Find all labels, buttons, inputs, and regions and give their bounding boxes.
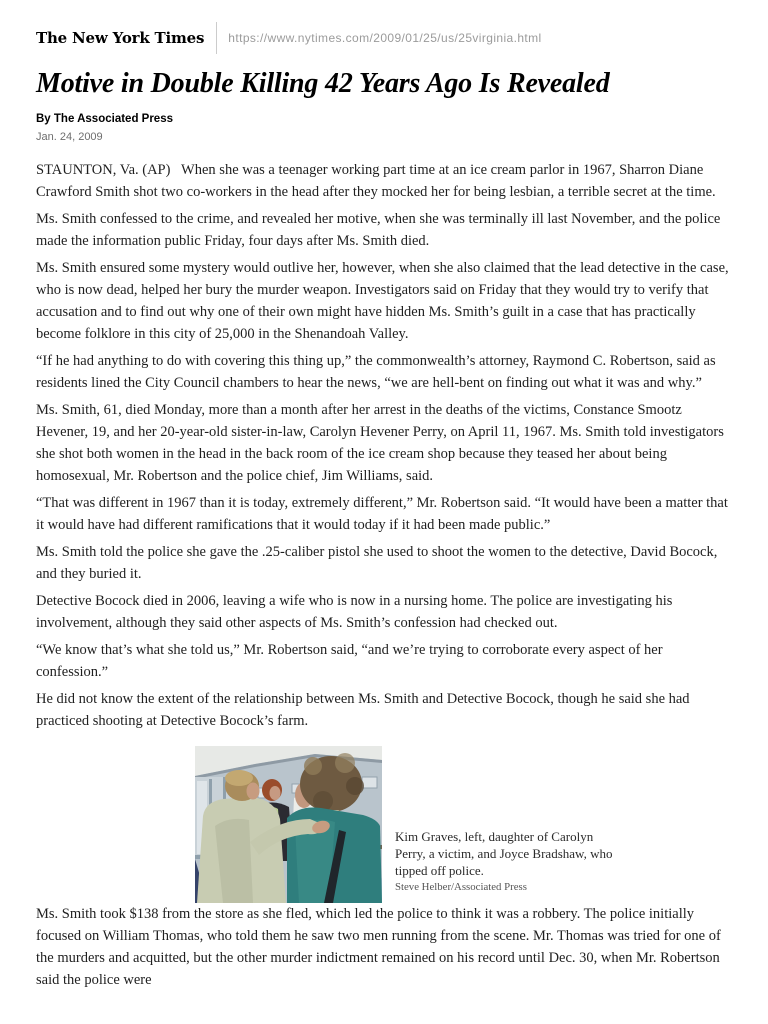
photo-caption-block <box>395 828 623 903</box>
photo-illustration <box>195 746 382 903</box>
paragraph: “We know that’s what she told us,” Mr. Robertson said, “and we’re trying to corroborate every aspect of her confession.” <box>36 642 663 680</box>
photo-caption: Kim Graves, left, daughter of Carolyn Perry, a victim, and Joyce Bradshaw, who tipped off police. <box>395 829 613 878</box>
paragraph: Ms. Smith ensured some mystery would outlive her, however, when she also claimed that the lead detective in the case, who is now dead, helped her bury the murder weapon. Investigators said on Friday that they would try to verify that accusation and to find out why one of their own might have hidden Ms. Smith’s guilt in a case that has practically become folklore in this city of 25,000 in the Shenandoah Valley. <box>36 260 729 342</box>
browser-print-header <box>36 0 733 47</box>
paragraph: Ms. Smith took $138 from the store as she fled, which led the police to think it was a robbery. The police initially focused on William Thomas, who told them he saw two men running from the scene. Mr. Thomas was tried for one of the murders and acquitted, but the other murder indictment remained on his record until Dec. 30, when Mr. Robertson said the police were <box>36 906 721 988</box>
paragraph: Ms. Smith told the police she gave the .25-caliber pistol she used to shoot the women to the detective, David Bocock, and they buried it. <box>36 544 718 582</box>
article-body <box>36 159 733 991</box>
nyt-logo[interactable]: The New York Times <box>36 29 205 47</box>
paragraph: “If he had anything to do with covering this thing up,” the commonwealth’s attorney, Raymond C. Robertson, said as residents lined the City Council chambers to hear the news, “we are hell-bent on finding out what it was and why.” <box>36 353 716 391</box>
paragraph: Ms. Smith, 61, died Monday, more than a month after her arrest in the deaths of the victims, Constance Smootz Hevener, 19, and her 20-year-old sister-in-law, Carolyn Hevener Perry, on April 11, 1967. Ms. Smith told investigators she shot both women in the head in the back room of the ice cream shop because they teased her about being homosexual, Mr. Robertson and the police chief, Jim Williams, said. <box>36 402 724 484</box>
paragraph: He did not know the extent of the relationship between Ms. Smith and Detective Bocock, though he said she had practiced shooting at Detective Bocock’s farm. <box>36 691 690 729</box>
header-divider <box>216 22 217 54</box>
paragraph: Detective Bocock died in 2006, leaving a wife who is now in a nursing home. The police are investigating his involvement, although they said other aspects of Ms. Smith’s confession had checked out. <box>36 593 673 631</box>
article-photo <box>195 746 382 903</box>
page-url[interactable]: https://www.nytimes.com/2009/01/25/us/25virginia.html <box>228 31 542 45</box>
byline: By The Associated Press <box>36 113 173 125</box>
publication-date: Jan. 24, 2009 <box>36 131 103 143</box>
page-title: Motive in Double Killing 42 Years Ago Is Revealed <box>36 68 610 99</box>
paragraph: Ms. Smith confessed to the crime, and revealed her motive, when she was terminally ill last November, and the police made the information public Friday, four days after Ms. Smith died. <box>36 211 721 249</box>
paragraph: STAUNTON, Va. (AP) When she was a teenager working part time at an ice cream parlor in 1967, Sharron Diane Crawford Smith shot two co-workers in the head after they mocked her for being lesbian, a terrible secret at the time. <box>36 162 716 200</box>
paragraph: “That was different in 1967 than it is today, extremely different,” Mr. Robertson said. “It would have been a matter that it would have had different ramifications that it would today if it had been made public.” <box>36 495 728 533</box>
photo-credit: Steve Helber/Associated Press <box>395 881 527 893</box>
photo-block <box>195 746 733 903</box>
